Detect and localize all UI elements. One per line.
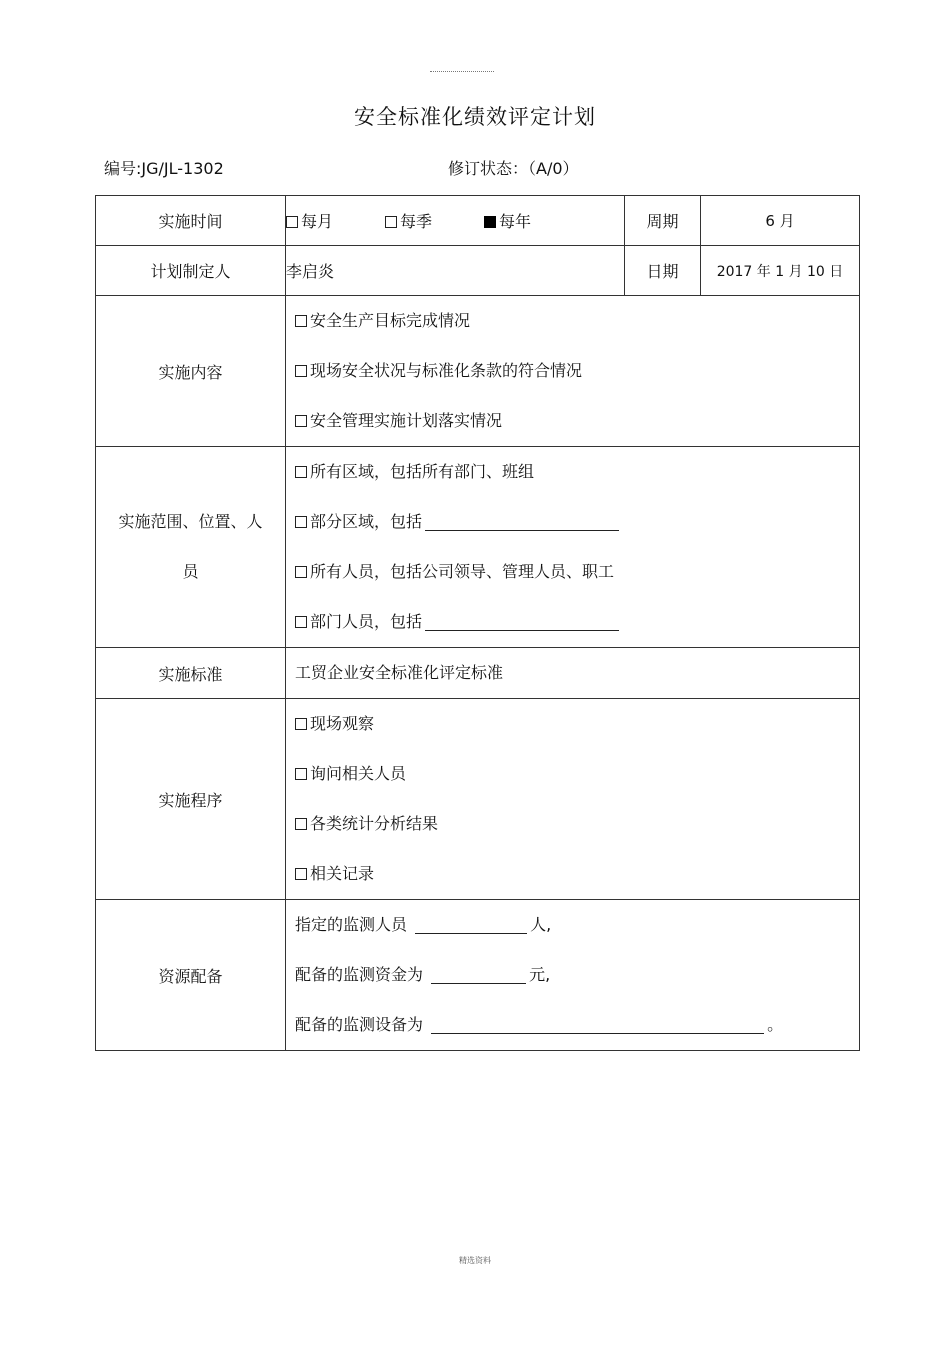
checkbox-item[interactable]: 现场观察 [286, 699, 859, 749]
label-resources: 资源配备 [96, 900, 286, 1051]
document-title: 安全标准化绩效评定计划 [354, 105, 596, 129]
checkbox-item[interactable]: 安全生产目标完成情况 [286, 296, 859, 346]
checkbox-icon[interactable] [295, 365, 307, 377]
row-standard [96, 648, 860, 699]
checkbox-item[interactable]: 所有区域，包括所有部门、班组 [286, 447, 859, 497]
row-procedure [96, 699, 860, 900]
standard-cell [286, 648, 860, 699]
fill-in-blank[interactable] [425, 613, 619, 631]
label-standard: 实施标准 [96, 648, 286, 699]
label-content: 实施内容 [96, 296, 286, 447]
content-items [286, 296, 860, 447]
checkbox-item[interactable]: 所有人员，包括公司领导、管理人员、职工 [286, 547, 859, 597]
document-code: 编号:JG/JL-1302 [104, 159, 224, 178]
funds-amount-blank[interactable] [431, 966, 526, 984]
checkbox-icon[interactable] [295, 818, 307, 830]
label-cycle: 周期 [625, 196, 701, 246]
checkbox-item[interactable]: 各类统计分析结果 [286, 799, 859, 849]
header-dotted-rule [430, 71, 494, 72]
fill-in-blank[interactable] [425, 513, 619, 531]
personnel-count-blank[interactable] [415, 916, 527, 934]
checkbox-icon[interactable] [295, 768, 307, 780]
row-content [96, 296, 860, 447]
checkbox-icon[interactable] [295, 718, 307, 730]
revision-status: 修订状态：（A/0） [448, 159, 579, 178]
option-label: 每月 [301, 212, 334, 231]
checkbox-icon[interactable] [295, 516, 307, 528]
checkbox-item[interactable]: 相关记录 [286, 849, 859, 899]
equipment-blank[interactable] [431, 1016, 764, 1034]
checkbox-item[interactable]: 部门人员，包括 [286, 597, 859, 647]
cycle-value: 6 月 [701, 196, 860, 246]
checkbox-icon[interactable] [385, 216, 397, 228]
checkbox-icon[interactable] [295, 868, 307, 880]
checkbox-icon[interactable] [295, 466, 307, 478]
option-yearly[interactable] [484, 209, 531, 232]
row-implementation-time [96, 196, 860, 246]
option-label: 每年 [499, 212, 532, 231]
label-scope-line1: 实施范围、位置、人 [118, 512, 263, 531]
checkbox-item[interactable]: 询问相关人员 [286, 749, 859, 799]
frequency-options [286, 196, 625, 246]
checkbox-checked-icon[interactable] [484, 216, 496, 228]
footer-note: 精选资料 [459, 1256, 491, 1265]
resource-equipment-line: 配备的监测设备为 。 [295, 1015, 784, 1034]
plan-form-table [95, 195, 860, 1051]
row-resources [96, 900, 860, 1051]
procedure-items [286, 699, 860, 900]
option-label: 每季 [400, 212, 433, 231]
checkbox-icon[interactable] [286, 216, 298, 228]
checkbox-item[interactable]: 安全管理实施计划落实情况 [286, 396, 859, 446]
checkbox-item[interactable]: 现场安全状况与标准化条款的符合情况 [286, 346, 859, 396]
date-value: 2017 年 1 月 10 日 [701, 246, 860, 296]
label-scope-line2: 员 [182, 562, 199, 581]
option-quarterly[interactable] [385, 209, 432, 232]
label-planner: 计划制定人 [96, 246, 286, 296]
standard-value: 工贸企业安全标准化评定标准 [295, 663, 504, 682]
checkbox-icon[interactable] [295, 315, 307, 327]
label-implementation-time: 实施时间 [96, 196, 286, 246]
checkbox-icon[interactable] [295, 415, 307, 427]
checkbox-icon[interactable] [295, 566, 307, 578]
checkbox-icon[interactable] [295, 616, 307, 628]
planner-name: 李启炎 [286, 246, 625, 296]
label-scope [96, 447, 286, 648]
row-planner [96, 246, 860, 296]
checkbox-item[interactable]: 部分区域，包括 [286, 497, 859, 547]
option-monthly[interactable] [286, 209, 333, 232]
label-procedure: 实施程序 [96, 699, 286, 900]
label-date: 日期 [625, 246, 701, 296]
scope-items [286, 447, 860, 648]
row-scope [96, 447, 860, 648]
resource-funds-line: 配备的监测资金为 元, [295, 965, 551, 984]
resources-items [286, 900, 860, 1051]
resource-personnel-line: 指定的监测人员 人, [295, 915, 552, 934]
